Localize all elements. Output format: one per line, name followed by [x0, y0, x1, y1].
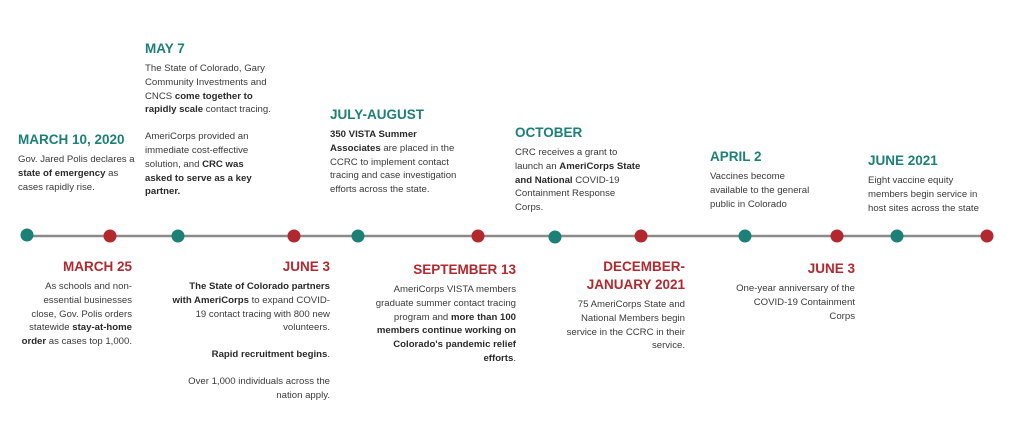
event-july-august [330, 106, 462, 197]
event-march-25 [20, 258, 132, 349]
event-date: MARCH 10, 2020 [18, 132, 125, 147]
milestone-dot-july-august [352, 230, 365, 243]
description-text: Eight vaccine equity members begin service in host sites across the state [868, 175, 979, 214]
description-text: One-year anniversary of the COVID-19 Containment Corps [736, 283, 855, 322]
description-text: are placed in the CCRC to implement contact tracing and case investigation efforts across the state. [330, 142, 457, 196]
description-text: as cases top 1,000. [46, 336, 132, 348]
emphasis-text: The State of Colorado partners with AmeriCorps [172, 281, 330, 306]
emphasis-text: come together to rapidly scale [145, 90, 253, 116]
event-description [145, 62, 273, 117]
milestone-dot-june-3-2021 [831, 230, 844, 243]
emphasis-text: CRC was asked to serve as a key partner. [145, 158, 252, 198]
description-text: as cases rapidly rise. [18, 167, 119, 193]
event-date: DECEMBER-JANUARY 2021 [586, 259, 685, 292]
event-description [550, 298, 685, 353]
description-text: Vaccines become available to the general public in Colorado [710, 171, 810, 210]
event-june-3-2021 [735, 260, 855, 323]
emphasis-text: Rapid recruitment begins [211, 349, 328, 361]
emphasis-text: AmeriCorps State and National [515, 160, 641, 186]
milestone-dot-september-13 [472, 230, 485, 243]
description-text: to expand COVID-19 contact tracing with 800 new volunteers. [195, 294, 330, 334]
event-description [168, 280, 330, 335]
event-june-2021 [868, 152, 992, 215]
event-description [360, 283, 516, 366]
event-description [168, 375, 330, 403]
emphasis-text: more than 100 members continue working on Colorado's pandemic relief efforts [376, 311, 516, 364]
event-march-10-2020 [18, 131, 136, 194]
milestone-dot-april-2 [739, 230, 752, 243]
event-description [330, 128, 462, 197]
event-date: OCTOBER [515, 125, 583, 140]
description-text: Over 1,000 individuals across the nation apply. [188, 375, 330, 401]
event-date: MARCH 25 [62, 259, 132, 274]
event-october [515, 124, 645, 215]
milestone-dot-december-january-2021 [635, 230, 648, 243]
milestone-dot-may-7 [172, 230, 185, 243]
milestone-dot-october [549, 231, 562, 244]
event-description [515, 146, 645, 215]
milestone-dot-march-25 [104, 230, 117, 243]
event-september-13 [360, 261, 516, 366]
event-date: JULY-AUGUST [330, 107, 425, 122]
emphasis-text: state of emergency [18, 167, 106, 179]
milestone-dot-june-3-2020 [288, 230, 301, 243]
description-text: The State of Colorado, Gary Community Investments and CNCS [145, 63, 267, 102]
event-description [735, 282, 855, 323]
event-date: JUNE 3 [282, 259, 330, 274]
event-june-3-2020 [168, 258, 330, 403]
description-text: 75 AmeriCorps State and National Members begin service in the CCRC in their service. [566, 299, 685, 352]
description-text: Gov. Jared Polis declares a [18, 154, 135, 165]
description-text: AmeriCorps provided an immediate cost-effective solution, and [145, 131, 249, 170]
emphasis-text: 350 VISTA Summer Associates [330, 129, 417, 154]
event-description [18, 153, 136, 194]
event-date: SEPTEMBER 13 [413, 262, 516, 277]
event-date: JUNE 3 [807, 261, 855, 276]
timeline-end-dot [981, 230, 994, 243]
description-text: AmeriCorps VISTA members graduate summer contact tracing program and [375, 284, 516, 323]
event-description [20, 280, 132, 349]
event-may-7 [145, 40, 273, 199]
description-text: . [327, 349, 330, 361]
description-text: As schools and non-essential businesses close, Gov. Polis orders statewide [29, 281, 132, 334]
event-description [710, 170, 824, 211]
milestone-dot-march-10-2020 [21, 229, 34, 242]
description-text: . [513, 352, 516, 364]
description-text: contact tracing. [203, 104, 271, 116]
event-description [168, 348, 330, 362]
event-description [145, 130, 273, 199]
emphasis-text: stay-at-home order [21, 322, 132, 348]
description-text: COVID-19 Containment Response Corps. [515, 174, 620, 214]
event-april-2 [710, 148, 824, 211]
event-date: APRIL 2 [710, 149, 762, 164]
description-text: CRC receives a grant to launch an [515, 147, 618, 172]
event-december-january-2021 [550, 258, 685, 353]
event-description [868, 174, 992, 215]
event-date: JUNE 2021 [868, 153, 938, 168]
event-date: MAY 7 [145, 41, 185, 56]
milestone-dot-june-2021 [891, 230, 904, 243]
